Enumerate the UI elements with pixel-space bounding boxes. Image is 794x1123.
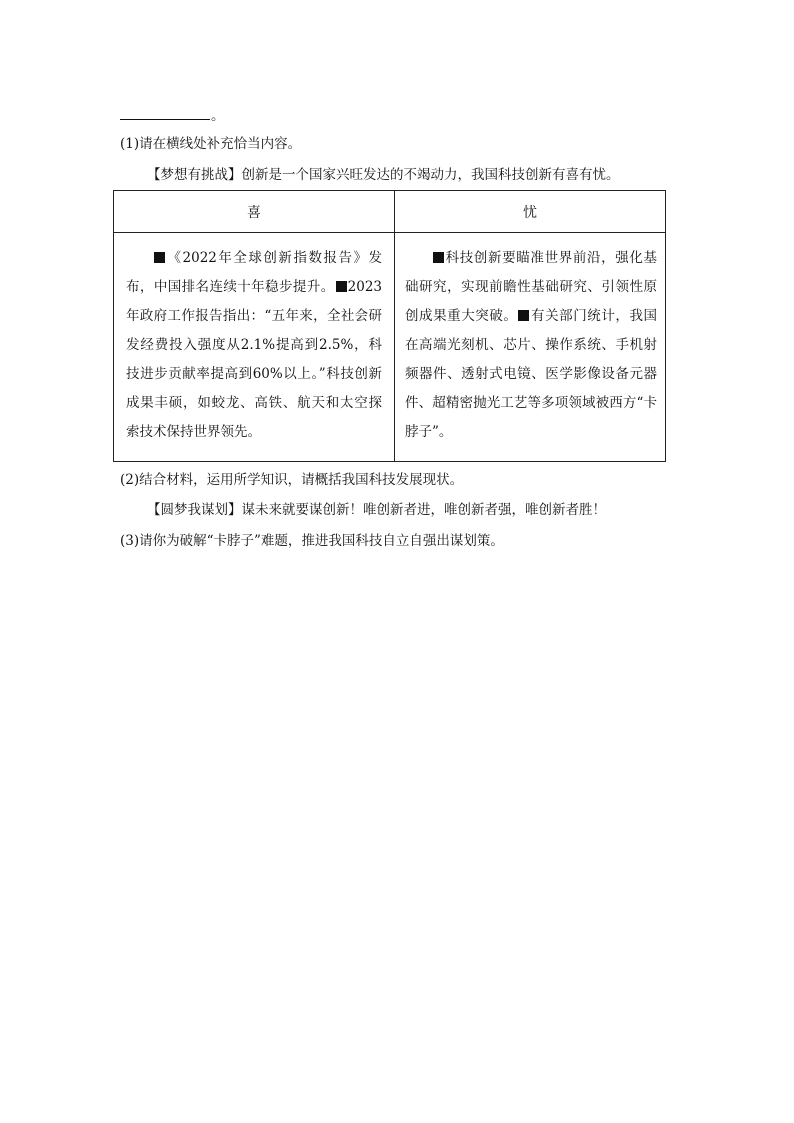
answer-blank-line bbox=[120, 106, 225, 126]
joy-worry-table bbox=[113, 190, 666, 462]
joy-text bbox=[114, 233, 394, 455]
header-worry: 忧 bbox=[395, 191, 666, 233]
question-2: (2)结合材料，运用所学知识，请概括我国科技发展现状。 bbox=[120, 472, 464, 488]
header-joy: 喜 bbox=[114, 191, 395, 233]
joy-cell bbox=[114, 233, 395, 462]
worry-paragraph-1: 科技创新要瞄准世界前沿，强化基础研究，实现前瞻性基础研究、引领性原创成果重大突破。 bbox=[405, 250, 657, 324]
fill-in-blank[interactable] bbox=[120, 107, 210, 120]
blank-period: 。 bbox=[211, 108, 225, 124]
plan-intro bbox=[147, 500, 606, 520]
plan-text: 谋未来就要谋创新！唯创新者进，唯创新者强，唯创新者胜！ bbox=[241, 502, 606, 518]
table-content-row bbox=[114, 233, 666, 462]
square-bullet-icon bbox=[433, 252, 444, 263]
joy-paragraph-1: 《2022年全球创新指数报告》发布，中国排名连续十年稳步提升。 bbox=[126, 250, 382, 295]
plan-heading: 【圆梦我谋划】 bbox=[147, 502, 242, 518]
challenge-intro bbox=[147, 165, 620, 185]
worry-paragraph-2: 有关部门统计，我国在高端光刻机、芯片、操作系统、手机射频器件、透射式电镜、医学影像设备元器件、超精密抛光工艺等多项领域被西方“卡脖子”。 bbox=[405, 308, 658, 440]
square-bullet-icon bbox=[154, 252, 165, 263]
table-header-row bbox=[114, 191, 666, 233]
square-bullet-icon bbox=[518, 310, 529, 321]
worry-text bbox=[395, 233, 665, 455]
challenge-heading: 【梦想有挑战】 bbox=[147, 167, 242, 183]
square-bullet-icon bbox=[336, 281, 347, 292]
question-1: (1)请在横线处补充恰当内容。 bbox=[120, 136, 302, 152]
challenge-text: 创新是一个国家兴旺发达的不竭动力，我国科技创新有喜有忧。 bbox=[241, 167, 620, 183]
worry-cell bbox=[395, 233, 666, 462]
joy-paragraph-2: 2023年政府工作报告指出：“五年来，全社会研发经费投入强度从2.1%提高到2.5%，科技进步贡献率提高到60%以上。”科技创新成果丰硕，如蛟龙、高铁、航天和太空探索技术保持世界领先。 bbox=[126, 279, 382, 440]
question-3: (3)请你为破解“卡脖子”难题，推进我国科技自立自强出谋划策。 bbox=[120, 533, 504, 549]
